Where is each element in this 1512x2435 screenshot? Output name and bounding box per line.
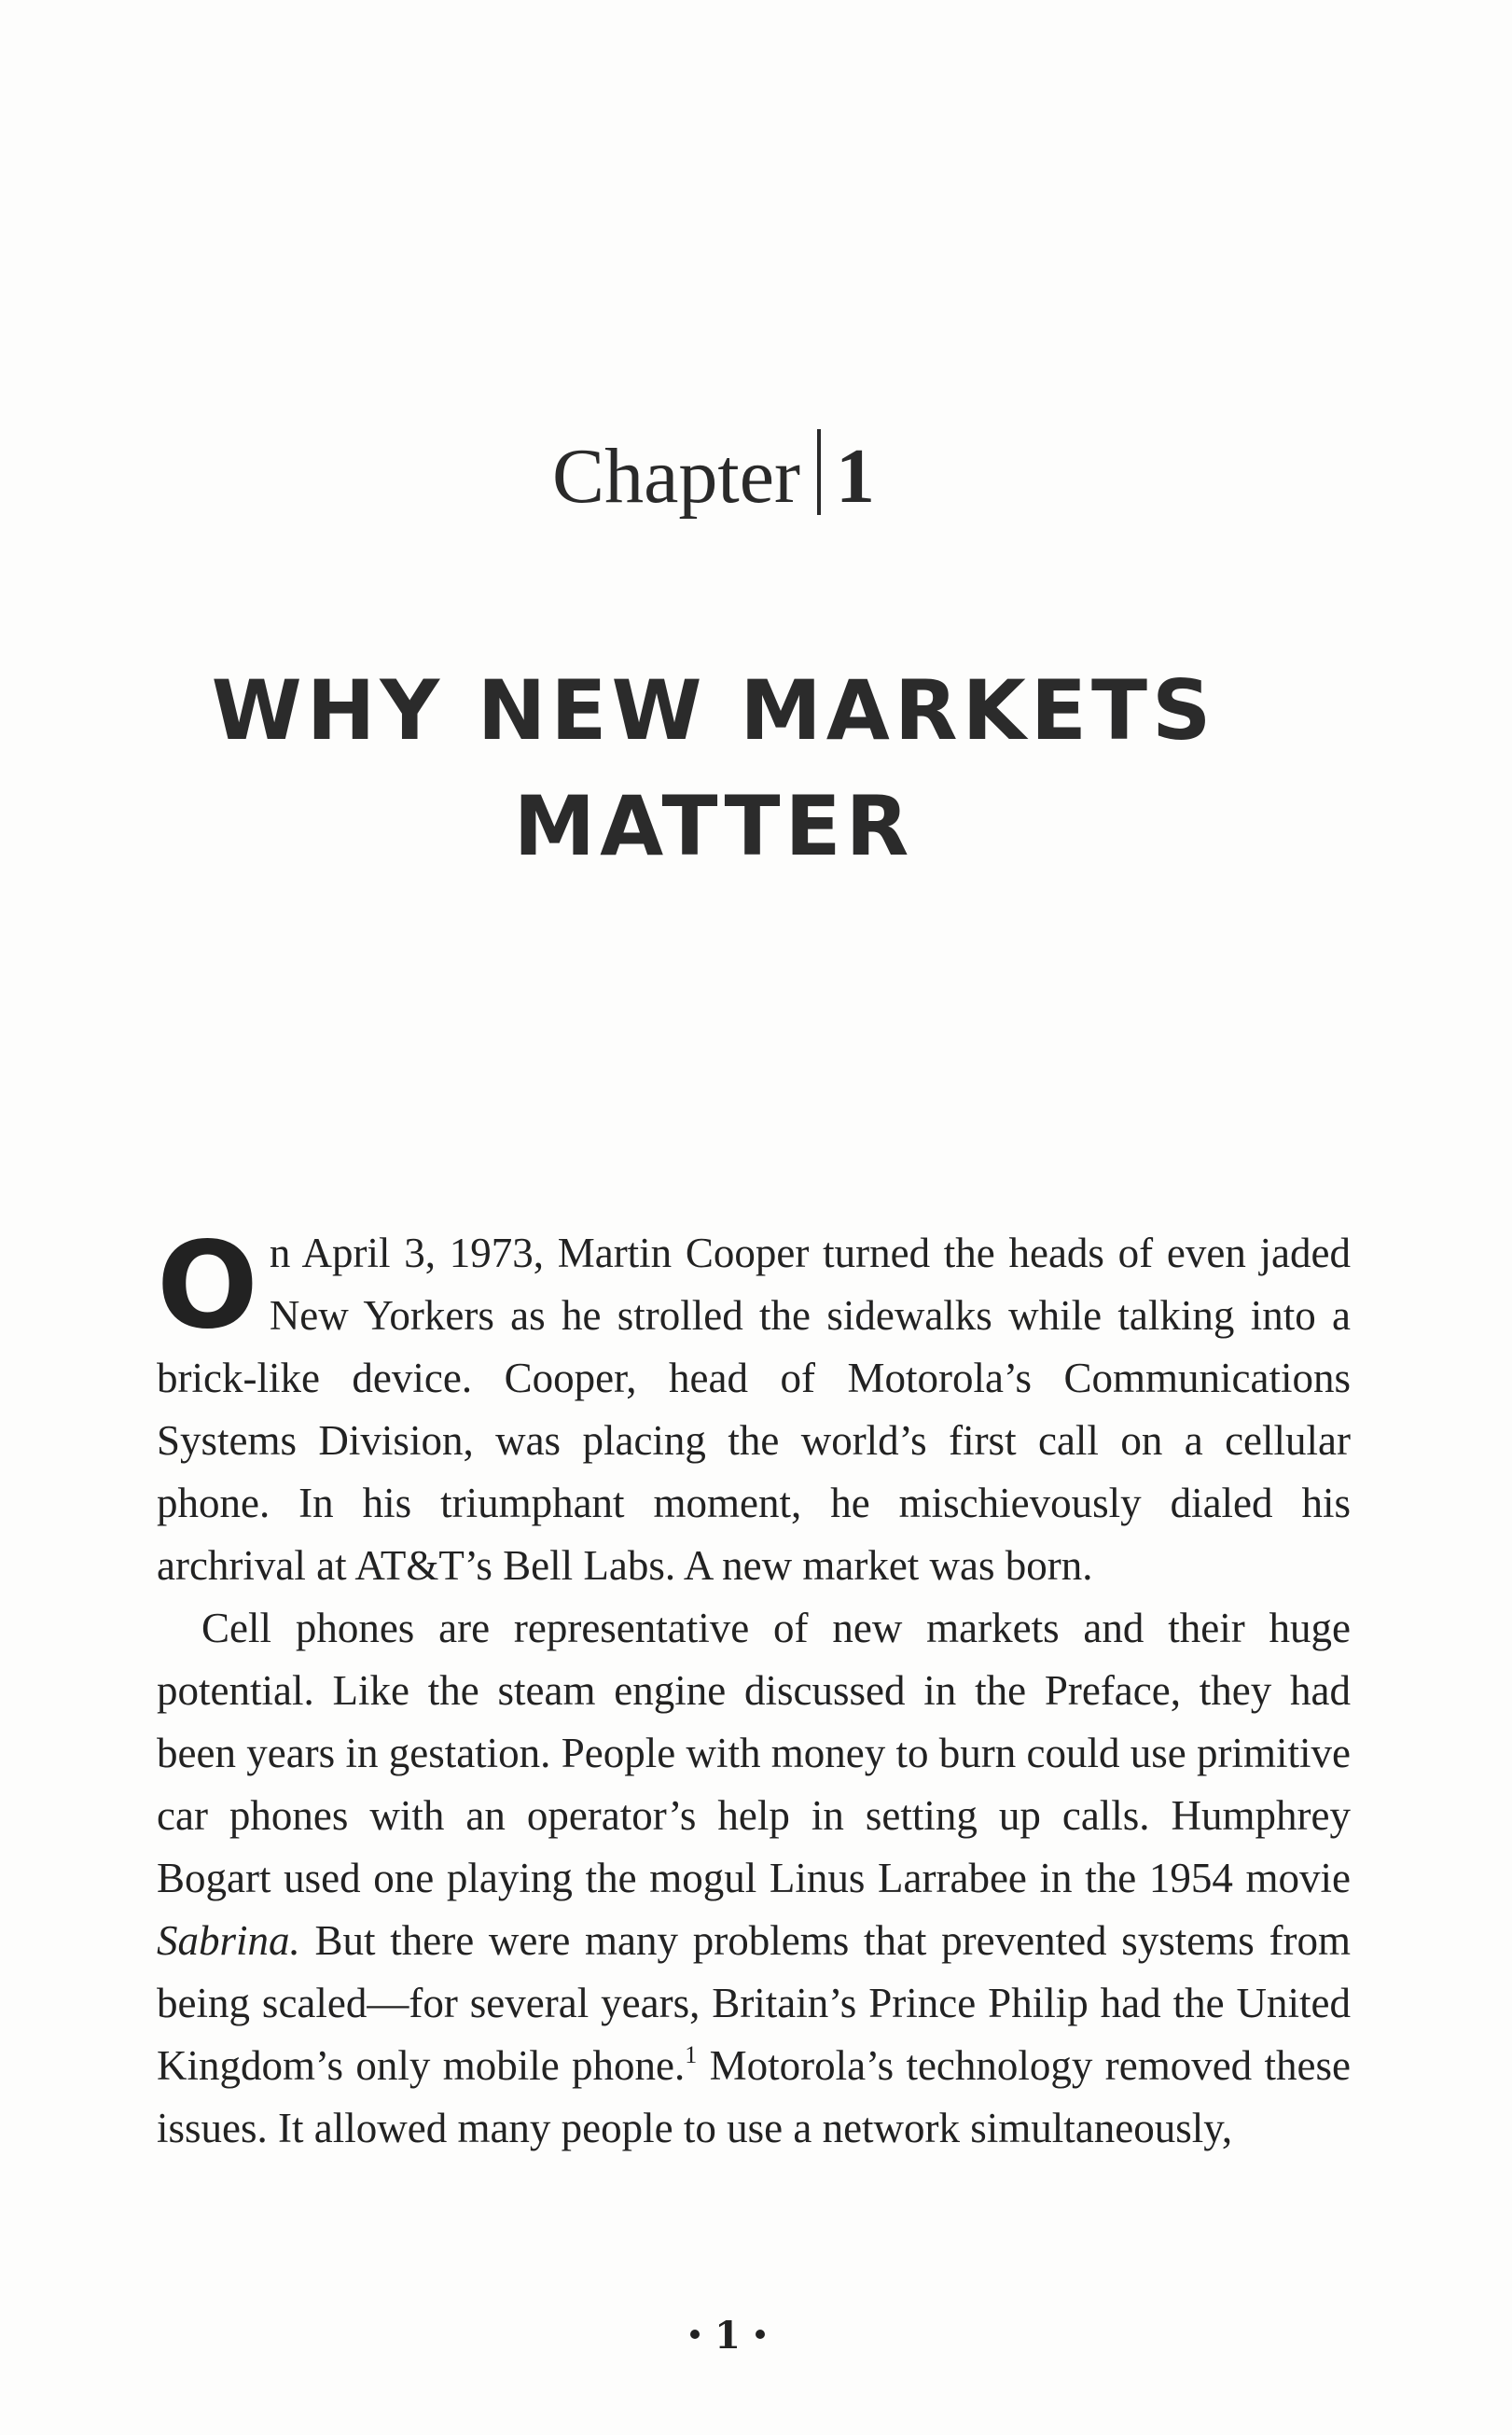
page-number: 1 bbox=[714, 2314, 741, 2358]
chapter-word: Chapter bbox=[552, 433, 800, 520]
footnote-marker: 1 bbox=[685, 2041, 698, 2068]
paragraph-2-text-a: Cell phones are representative of new markets and their huge potential. Like the steam engine discussed in the Preface, they had been years in gestation. People with money to burn could use primitive car phones with an operator’s help in setting up calls. Humphrey Bogart used one playing the mogul Linus Larrabee in the 1954 movie bbox=[157, 1605, 1351, 1901]
paragraph-1-text: n April 3, 1973, Martin Cooper turned the heads of even jaded New Yorkers as he strolled the sidewalks while talking into a brick-like device. Cooper, head of Motorola’s Communications Systems Division, was placing the world’s first call on a cellular phone. In his triumphant moment, he mischievously dialed his archrival at AT&T’s Bell Labs. A new market was born. bbox=[157, 1230, 1351, 1589]
movie-title: Sabrina. bbox=[157, 1917, 300, 1964]
chapter-label bbox=[0, 429, 1427, 520]
paragraph-2-text-c: Motorola’s technology removed these issues. It allowed many people to use a network simultaneously, bbox=[157, 2042, 1351, 2151]
folio-dot-right bbox=[756, 2330, 765, 2339]
chapter-number: 1 bbox=[835, 433, 875, 520]
folio-dot-left bbox=[690, 2330, 700, 2339]
paragraph-1 bbox=[157, 1217, 1351, 1597]
chapter-title-line-2: MATTER bbox=[513, 778, 914, 874]
chapter-title bbox=[0, 653, 1427, 884]
page-folio bbox=[0, 2314, 1455, 2358]
chapter-title-line-1: WHY NEW MARKETS bbox=[211, 662, 1216, 758]
chapter-divider-bar bbox=[817, 429, 821, 515]
body-text bbox=[157, 1217, 1351, 2160]
paragraph-2 bbox=[157, 1597, 1351, 2160]
drop-cap: O bbox=[157, 1217, 258, 1356]
paragraph-2-text-b: But there were many problems that prevented systems from being scaled—for several years, Britain’s Prince Philip had the United Kingdom’s only mobile phone. bbox=[157, 1917, 1351, 2089]
